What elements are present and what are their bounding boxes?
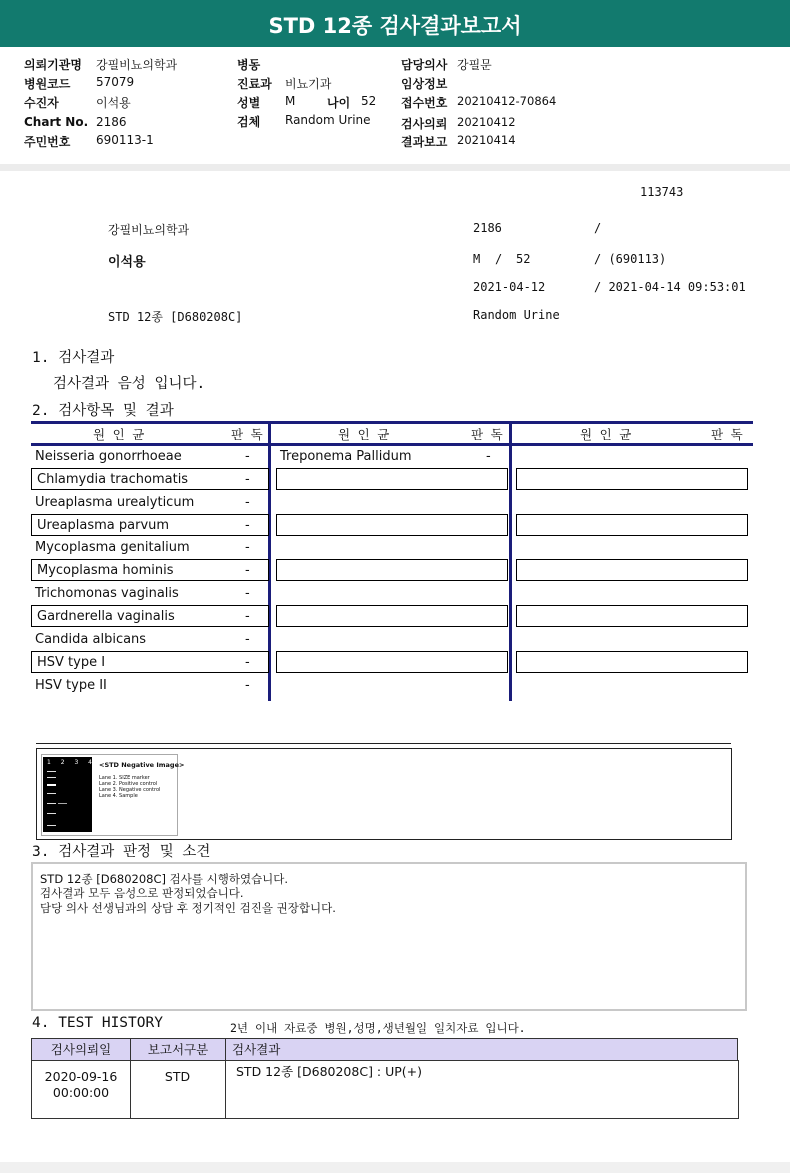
header-label: 임상정보 [401, 77, 448, 91]
organism-name: Gardnerella vaginalis [37, 609, 175, 624]
history-row [31, 1060, 739, 1119]
gel-legend: Lane 1. SIZE marker [99, 775, 150, 781]
history-header: 검사의뢰일 [31, 1038, 131, 1061]
remark-line: STD 12종 [D680208C] 검사를 시행하였습니다. [40, 872, 289, 886]
request-date: 2021-04-12 [473, 280, 546, 294]
row-box [276, 605, 508, 627]
column-header-result: 판 독 [711, 427, 743, 442]
organism-result: - [245, 518, 250, 533]
header-label: 수진자 [24, 96, 59, 110]
header-value: 690113-1 [96, 133, 154, 147]
column-divider [509, 421, 512, 701]
section2-heading: 2. 검사항목 및 결과 [32, 403, 174, 419]
organism-result: - [245, 495, 250, 510]
chart-number: 2186 [473, 221, 502, 235]
report-number: 113743 [640, 185, 684, 199]
gel-band [47, 771, 56, 772]
history-note: 2년 이내 자료중 병원,성명,생년월일 일치자료 입니다. [230, 1021, 526, 1035]
organism-result: - [245, 472, 250, 487]
organism-name: Chlamydia trachomatis [37, 472, 189, 487]
gel-title: <STD Negative Image> [99, 761, 185, 769]
gel-band [58, 803, 67, 804]
gel-band [47, 784, 56, 786]
history-date: 2020-09-16 [44, 1069, 118, 1084]
remark-line: 담당 의사 선생님과의 상담 후 정기적인 검진을 권장합니다. [40, 901, 336, 915]
row-box [516, 605, 748, 627]
column-header-organism: 원 인 균 [580, 427, 632, 442]
organism-result: - [245, 586, 250, 601]
row-box [276, 468, 508, 490]
section1-heading: 1. 검사결과 [32, 350, 115, 366]
header-value: 20210412-70864 [457, 94, 557, 108]
column-header-organism: 원 인 균 [93, 427, 145, 442]
row-box [276, 559, 508, 581]
row-box [516, 468, 748, 490]
header-label: 진료과 [237, 77, 272, 91]
header-label: 주민번호 [24, 135, 71, 149]
organism-result: - [245, 609, 250, 624]
gel-legend: Lane 2. Positive control [99, 781, 158, 787]
header-value: Random Urine [285, 113, 371, 127]
header-label: 나이 [327, 96, 351, 110]
report-datetime: / 2021-04-14 09:53:01 [594, 280, 746, 294]
row-box [516, 514, 748, 536]
header-label: 의뢰기관명 [24, 58, 82, 72]
section4-heading: 4. TEST HISTORY [32, 1015, 163, 1031]
institution-name: 강필비뇨의학과 [108, 223, 190, 237]
organism-name: HSV type I [37, 655, 106, 670]
row-box [516, 651, 748, 673]
organism-result: - [245, 563, 250, 578]
header-label: 담당의사 [401, 58, 448, 72]
organism-name: HSV type II [35, 678, 107, 693]
separator: / [495, 252, 503, 266]
header-label: 접수번호 [401, 96, 448, 110]
row-box [276, 514, 508, 536]
organism-name: Ureaplasma urealyticum [35, 495, 195, 510]
gel-band [47, 813, 56, 814]
lane-numbers: 1 2 3 4 [47, 759, 96, 766]
history-result: STD 12종 [D680208C] : UP(+) [236, 1064, 423, 1079]
gel-lanes [43, 757, 96, 832]
section3-heading: 3. 검사결과 판정 및 소견 [32, 844, 211, 860]
header-label: 검체 [237, 115, 261, 129]
organism-result: - [245, 449, 250, 464]
history-table [31, 1038, 739, 1120]
header-info [0, 47, 790, 165]
history-header: 검사결과 [225, 1038, 738, 1061]
history-header: 보고서구분 [130, 1038, 226, 1061]
gel-legend: Lane 4. Sample [99, 793, 138, 799]
organism-name: Treponema Pallidum [280, 449, 412, 464]
header-value: 강필문 [457, 58, 492, 72]
organism-name: Ureaplasma parvum [37, 518, 170, 533]
history-type: STD [164, 1069, 191, 1084]
footer-strip [0, 1162, 790, 1173]
cell-divider [225, 1060, 226, 1118]
header-label: 병동 [237, 58, 261, 72]
organism-name: Neisseria gonorrhoeae [35, 449, 182, 464]
patient-age: 52 [516, 252, 531, 266]
header-label: 검사의뢰 [401, 117, 448, 131]
test-name: STD 12종 [D680208C] [108, 310, 243, 324]
gel-band [47, 825, 56, 826]
header-value: 비뇨기과 [285, 77, 332, 91]
patient-sex: M [473, 252, 481, 266]
report-title: STD 12종 검사결과보고서 [0, 0, 790, 47]
header-label: 병원코드 [24, 77, 71, 91]
header-value: 57079 [96, 75, 135, 89]
patient-name: 이석용 [108, 255, 146, 270]
gel-legend: Lane 3. Negative control [99, 787, 161, 793]
divider [0, 164, 790, 171]
organism-result: - [245, 540, 250, 555]
header-label: 성별 [237, 96, 261, 110]
remark-line: 검사결과 모두 음성으로 판정되었습니다. [40, 886, 244, 900]
column-header-organism: 원 인 균 [338, 427, 390, 442]
header-value: 강필비뇨의학과 [96, 58, 178, 72]
organism-name: Candida albicans [35, 632, 147, 647]
organism-name: Trichomonas vaginalis [35, 586, 179, 601]
specimen: Random Urine [473, 308, 560, 322]
result-summary: 검사결과 음성 입니다. [53, 376, 206, 392]
history-time: 00:00:00 [52, 1085, 110, 1100]
separator: / [594, 221, 602, 235]
header-value: 20210414 [457, 133, 516, 147]
gel-band [47, 803, 56, 804]
patient-birth: / (690113) [594, 252, 667, 266]
header-label: 결과보고 [401, 135, 448, 149]
header-value: 이석용 [96, 96, 131, 110]
organism-result: - [245, 655, 250, 670]
gel-band [47, 777, 56, 778]
header-value: 2186 [96, 115, 127, 129]
organism-result: - [245, 632, 250, 647]
header-value: 52 [361, 94, 377, 108]
divider [36, 743, 731, 744]
organism-name: Mycoplasma hominis [37, 563, 174, 578]
column-header-result: 판 독 [231, 427, 263, 442]
organism-result: - [486, 449, 491, 464]
gel-band [47, 793, 56, 794]
table-border [31, 421, 753, 424]
column-header-result: 판 독 [471, 427, 503, 442]
header-label: Chart No. [24, 115, 89, 129]
table-border [31, 443, 753, 446]
organism-name: Mycoplasma genitalium [35, 540, 190, 555]
organism-result: - [245, 678, 250, 693]
header-value: 20210412 [457, 115, 516, 129]
row-box [516, 559, 748, 581]
header-value: M [285, 94, 296, 108]
row-box [276, 651, 508, 673]
